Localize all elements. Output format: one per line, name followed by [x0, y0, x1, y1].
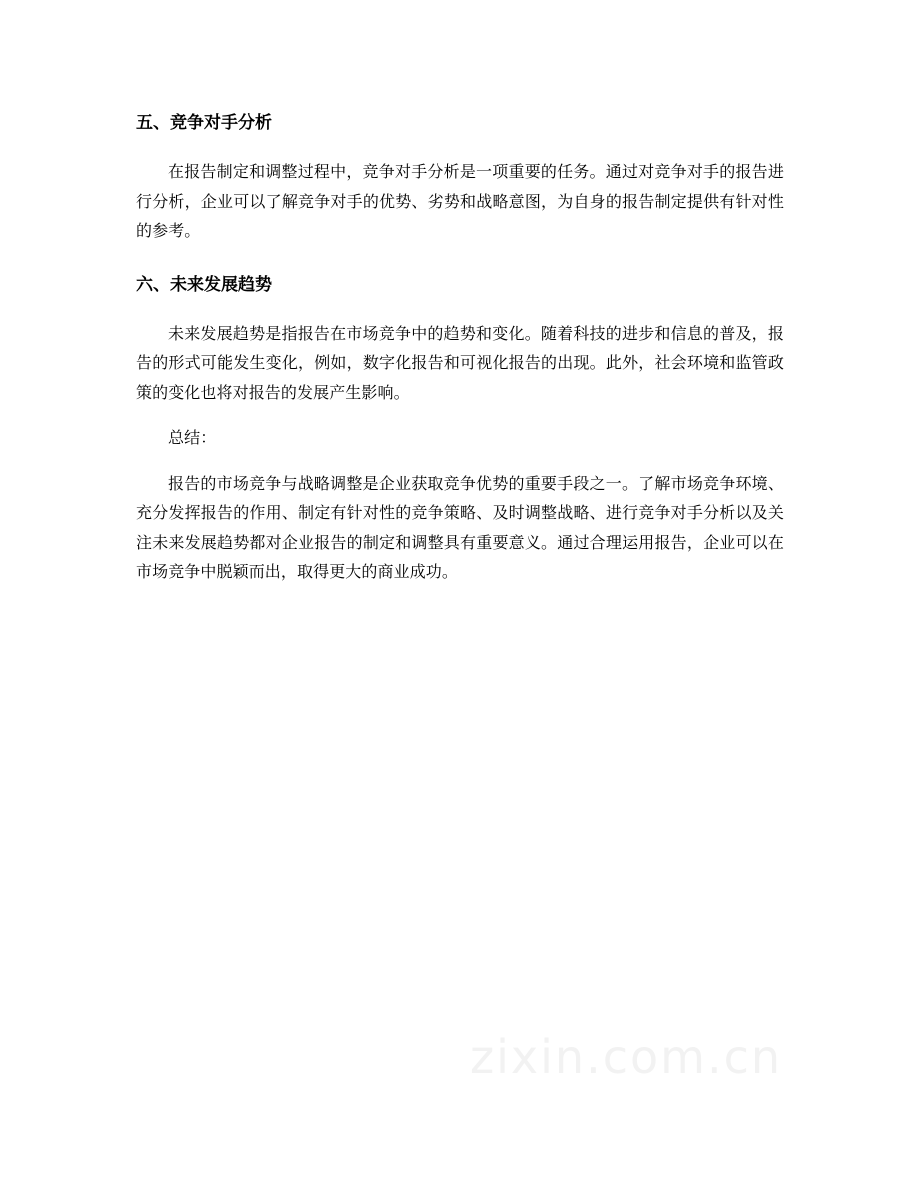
- section-heading-competitor-analysis: 五、竞争对手分析: [136, 113, 272, 133]
- section-paragraph-future-trends: 未来发展趋势是指报告在市场竞争中的趋势和变化。随着科技的进步和信息的普及，报告的形式可能发生变化，例如，数字化报告和可视化报告的出现。此外，社会环境和监管政策的变化也将对报告的发展产生影响。: [136, 323, 784, 402]
- section-paragraph-competitor-analysis: 在报告制定和调整过程中，竞争对手分析是一项重要的任务。通过对竞争对手的报告进行分析，企业可以了解竞争对手的优势、劣势和战略意图，为自身的报告制定提供有针对性的参考。: [136, 162, 784, 240]
- summary-paragraph: 报告的市场竞争与战略调整是企业获取竞争优势的重要手段之一。了解市场竞争环境、充分发挥报告的作用、制定有针对性的竞争策略、及时调整战略、进行竞争对手分析以及关注未来发展趋势都对企业报告的制定和调整具有重要意义。通过合理运用报告，企业可以在市场竞争中脱颖而出，取得更大的商业成功。: [136, 473, 784, 581]
- summary-label: 总结：: [168, 428, 217, 447]
- document-content: [136, 106, 784, 587]
- watermark: zixin.com.cn: [470, 1030, 783, 1084]
- section-heading-future-trends: 六、未来发展趋势: [136, 274, 272, 295]
